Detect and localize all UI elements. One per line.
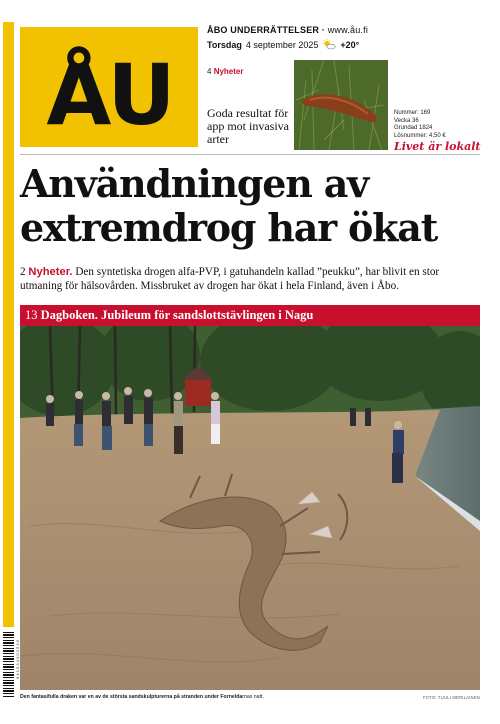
paper-url[interactable]: www.åu.fi [327, 25, 369, 35]
date: 4 september 2025 [245, 39, 319, 50]
issue-number: Nummer: 169 [394, 110, 431, 116]
masthead-date-line [207, 39, 359, 50]
feature-photo [20, 326, 480, 690]
slug-photo [294, 60, 388, 150]
feature-title: Jubileum för sandslottstävlingen i Nagu [101, 308, 314, 322]
main-lead [20, 265, 482, 293]
temperature: +20° [340, 39, 360, 50]
caption-rest: rnas natt. [242, 694, 264, 700]
photo-caption [20, 694, 264, 700]
sun-cloud-icon [322, 39, 336, 50]
slogan: Livet är lokalt [394, 140, 481, 153]
issue-week: Vecka 36 [394, 117, 419, 124]
main-page-number: 2 [20, 266, 26, 278]
logo-text: ÅU [46, 46, 172, 144]
masthead-separator: · [319, 25, 328, 35]
feature-banner[interactable] [20, 305, 480, 326]
issue-founded: Grundad 1824 [394, 125, 433, 132]
main-lead-text: Den syntetiska drogen alfa-PVP, i gatuhandeln kallad ”peukku”, har blivit en stor utmaning för hälsovården. Missbruket av drogen har ökat i hela Finland, även i Åbo. [20, 266, 440, 292]
barcode-number: 6 4 1 5 3 4 0 0 2 5 3 6 [15, 640, 20, 679]
caption-lead: Den fantasifulla draken var en av de största sandskulpturerna på stranden under Fornelda [20, 694, 243, 700]
feature-label: Dagboken. [40, 308, 98, 322]
teaser-headline[interactable]: Goda resultat för app mot invasiva arter [207, 106, 289, 146]
barcode [3, 632, 14, 698]
top-divider [20, 154, 480, 155]
teaser-page: 4 [207, 67, 212, 76]
newspaper-logo [20, 27, 198, 147]
main-headline[interactable]: Användningen av extremdrog har ökat [20, 161, 438, 250]
teaser-section [207, 67, 243, 76]
issue-price: Lösnummer: 4,50 € [394, 132, 446, 139]
main-category[interactable]: Nyheter. [28, 266, 73, 278]
photo-credit: FOTO: TUULI MERILAINEN [422, 695, 480, 700]
paper-name: ÅBO UNDERRÄTTELSER [207, 25, 320, 35]
brand-side-bar [3, 22, 14, 627]
feature-page: 13 [25, 308, 38, 322]
masthead-title [207, 25, 368, 35]
issue-info [394, 110, 446, 140]
weekday: Torsdag [207, 39, 242, 50]
teaser-category: Nyheter [213, 67, 244, 76]
